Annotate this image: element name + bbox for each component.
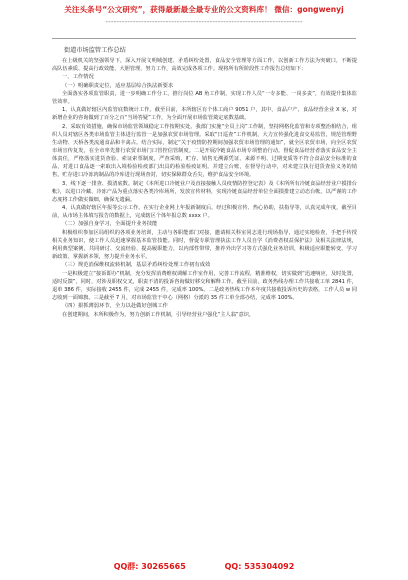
qq-number-text: QQ: 535304092	[224, 562, 295, 571]
qq-group-text: QQ群: 30265665	[113, 562, 186, 571]
contact-footer	[0, 561, 408, 572]
header-banner	[0, 4, 408, 42]
promo-text: 关注头条号“公文研究”，获得最新最全最专业的公文资料库！ 微信：gongwenyj	[64, 5, 344, 14]
section-heading: （一）明确职责定位，适应基层综合执法新要求	[62, 82, 174, 89]
document-body	[52, 57, 357, 319]
section-heading: （二）加强自身学习，全面提升业务技能	[62, 221, 158, 228]
section-heading: （四）狠抓薄弱环节，全力以赴做好创城工作	[62, 303, 168, 310]
document-page	[52, 46, 357, 546]
paragraph: 2、采取有效措施，确保市场监管领域稳定工作按期实处。我部门实施“全员上岗”工作制，坚持网格化监管和专项整治相结合，组织人员对辖区各类市场监管主体进行监管一是加强农贸市场管理。采取“日巡查”工作机制，大力宣传强化进食交易监管，规范管理野生动物、天桥各类流通食品和丰禽占。结合实际，制定“关于疫情防控期间加强农贸市场管理的通知”，就全区农贸市场，向全区农贸市场宣传复发，在全市率先排行农贸市场门口管控信管制度。二是开展冷链食品市场专项整治行动。督促食品经营者落实食品安全主体责任，严格落实进货查验、索证索票制度，严查采购，贮存、销售无溯源凭证、来源不明、过期变质等不符合食品安全标准的食品，对进口食品逐一索取出入境检验检疫部门出具的检验检疫证明。并建立台账，在督导行动中，对未建立执行进货查验义务的销售，贮存进口冷冻肉制品的冷库进行现场查封，切实保障群众舌尖，维护食品安全环境。	[52, 123, 357, 179]
paragraph: 积极组织参加区局组织的各项业务培训，主动与各职能部门对接，邀请相关科室同志进行现场指导，通过实地检查，手把手传授相关业务知识，使工作人员迅速掌握基本监管技能。同时，督促专职管理执法工作人员自学《消费者权益保护法》及相关法律法规，利用典型案例，共同研讨、交流经验、提高履职能力，以内部性带带，推荐外出学习等方式强化业务培训，积极适应职能转变，学习新政策、掌握新本领，努力提升业务水平。	[52, 229, 357, 261]
document-title: 街道市场监管工作总结	[64, 47, 126, 54]
divider	[52, 38, 356, 39]
section-heading: （三）规范消保维权流转机制，基层矛盾纠纷处理工作初有成效	[62, 262, 211, 269]
paragraph: 一是积极建立“接诉即办”机制，充分发挥消费维权调解工作室作用，完善工作流程，精准维权，切实做到“迅速响应，及时处置，适时反馈”，同时，对涉及职权交叉，职责不清的投诉咨询做好移交和解释工作。截至目前，政务热线办理工作共接收工单 2841 件，退单 386 件，实际接收 2455 件，完成 2455 件，完成率 100%。二是政务热线工作本年度共接收投诉历史的表格，工作人员 w 同志收到一面锦旗。三是截至 7 月，对市场监管干中心（网格）分派的 35 件工单全部办结，完成率 100%。	[52, 270, 357, 302]
paragraph: 1、认真做好辖区内监管底数统计工作。截至目前，本所辖区有个体工商户 9051 户，其中，食品户产，食品经营企业 X 家，对新增企业的咨询做到了百分之百“当场答疑”工作，为全面开展市场监管奠定底数基础。	[52, 107, 357, 122]
paragraph: 在创建期间，本所积极作为，努力创新工作机制，引导经营业户强化“主人翁”意识，	[62, 311, 255, 318]
paragraph: 全面落实各项监管职责，进一步明确工作分工，推行岗位 AB 角工作制，实现工作人员“一专多能、一岗多责”，有效提升集体监管效率。	[52, 90, 357, 106]
paragraph: 4、认真做好辖区年报等公示工作。在实行企业网上年报新制度后，经过积极宣传、热心协助，扶指导等，认真完成年度，截至目前，从市场主体填写报告的数据上，完成辖区个体年报总数 xxxx 户。	[52, 205, 357, 220]
dashed-rule-text: ------------------------------------------------------------------------	[105, 17, 303, 26]
section-heading: 一、工作情况	[62, 74, 94, 81]
paragraph: 在上级机关的坚强领导下，深入开展文明城创建、矛盾纠纷处置，食品安全管理等方面工作，以创新工作方法为突破口，不断提高队伍素质、提高行政效能、大胆管理，努力工作，高效完成各项工作。现将所有所阶段性工作报告总结如下：	[52, 58, 357, 73]
paragraph: 3、线下逐一排查、摸清底数。制定《本所进口冷链业户及直接接触人员疫情防控登记表》及《本所所有冷链食品经营业户摸排台帐》，以进口冷藏、冷冻产品为重点落实各类冷库场所，发放宣传材料，实现冷链食品经营单位全面摸排建立动态台帐。以严谨的工作态度将工作做实做细，确保无遗漏。	[52, 180, 357, 203]
